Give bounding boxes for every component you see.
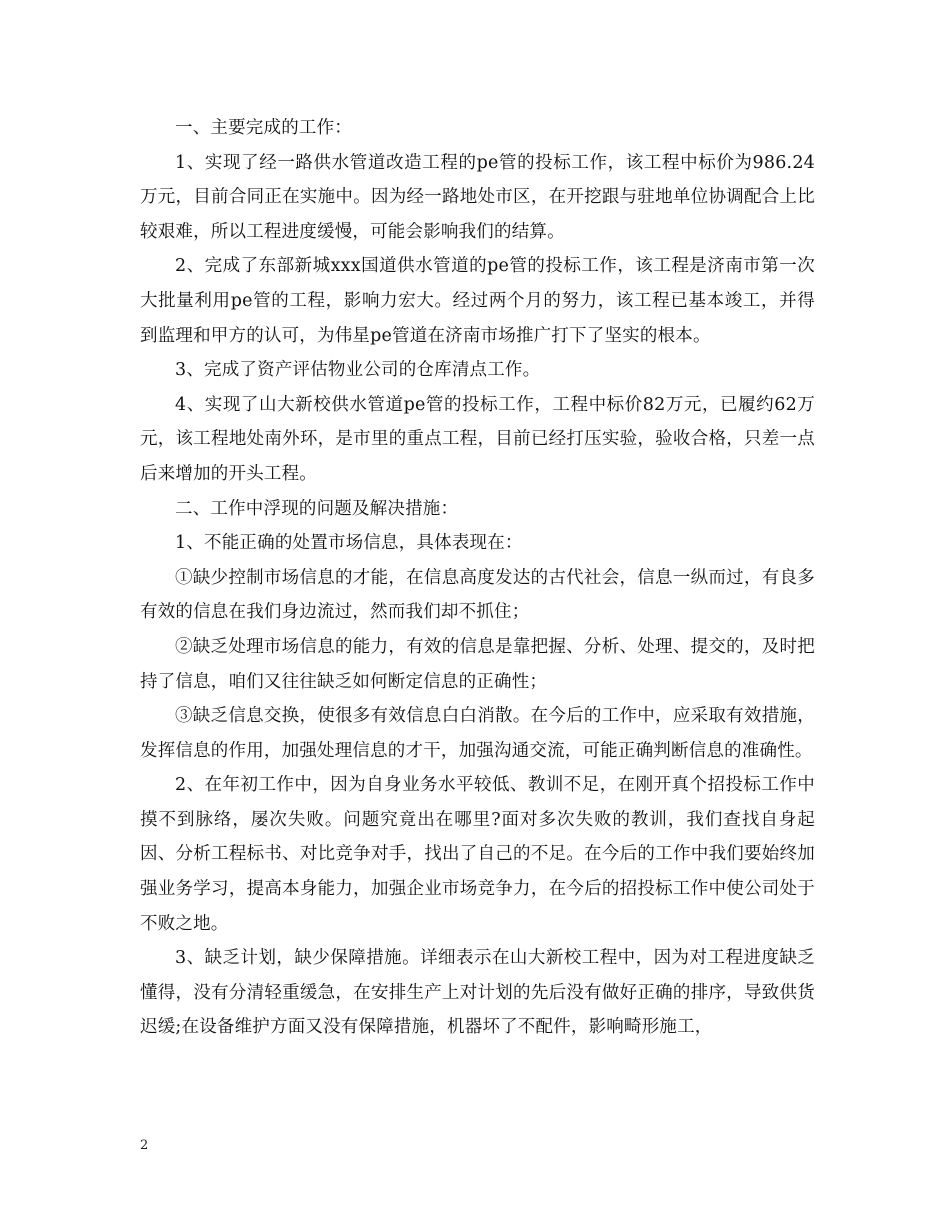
paragraph-problem-3: 3、缺乏计划，缺少保障措施。详细表示在山大新校工程中，因为对工程进度缺乏懂得，没有分清轻重缓急，在安排生产上对计划的先后没有做好正确的排序，导致供货迟缓;在设备维护方面又没有保障措施，机器坏了不配件，影响畸形施工，	[140, 948, 815, 1038]
section-heading-problems: 二、工作中浮现的问题及解决措施：	[175, 498, 459, 519]
paragraph-item-4: 4、实现了山大新校供水管道pe管的投标工作，工程中标价82万元，已履约62万元，该工程地处南外环，是市里的重点工程，目前已经打压实验，验收合格，只差一点后来增加的开头工程。	[140, 394, 815, 484]
paragraph-item-1: 1、实现了经一路供水管道改造工程的pe管的投标工作，该工程中标价为986.24万元，目前合同正在实施中。因为经一路地处市区，在开挖跟与驻地单位协调配合上比较艰难，所以工程进度缓慢，可能会影响我们的结算。	[140, 152, 815, 242]
paragraph-problem-2: 2、在年初工作中，因为自身业务水平较低、教训不足，在刚开真个招投标工作中摸不到脉络，屡次失败。问题究竟出在哪里?面对多次失败的教训，我们查找自身起因、分析工程标书、对比竞争对手，找出了自己的不足。在今后的工作中我们要始终加强业务学习，提高本身能力，加强企业市场竞争力，在今后的招投标工作中使公司处于不败之地。	[140, 775, 815, 934]
paragraph-problem-1: 1、不能正确的处置市场信息，具体表现在：	[175, 533, 523, 554]
section-heading-main-work: 一、主要完成的工作：	[175, 118, 352, 138]
paragraph-item-3: 3、完成了资产评估物业公司的仓库清点工作。	[175, 360, 541, 381]
page-number: 2	[140, 1138, 149, 1153]
document-body	[140, 111, 815, 1045]
paragraph-problem-1-point-1: ①缺少控制市场信息的才能，在信息高度发达的古代社会，信息一纵而过，有良多有效的信息在我们身边流过，然而我们却不抓住；	[140, 567, 815, 623]
paragraph-item-2: 2、完成了东部新城xxx国道供水管道的pe管的投标工作，该工程是济南市第一次大批量利用pe管的工程，影响力宏大。经过两个月的努力，该工程已基本竣工，并得到监理和甲方的认可，为伟星pe管道在济南市场推广打下了坚实的根本。	[140, 256, 815, 346]
paragraph-problem-1-point-3: ③缺乏信息交换，使很多有效信息白白消散。在今后的工作中，应采取有效措施，发挥信息的作用，加强处理信息的才干，加强沟通交流，可能正确判断信息的准确性。	[140, 706, 815, 761]
paragraph-problem-1-point-2: ②缺乏处理市场信息的能力，有效的信息是靠把握、分析、处理、提交的，及时把持了信息，咱们又往往缺乏如何断定信息的正确性；	[140, 636, 815, 692]
